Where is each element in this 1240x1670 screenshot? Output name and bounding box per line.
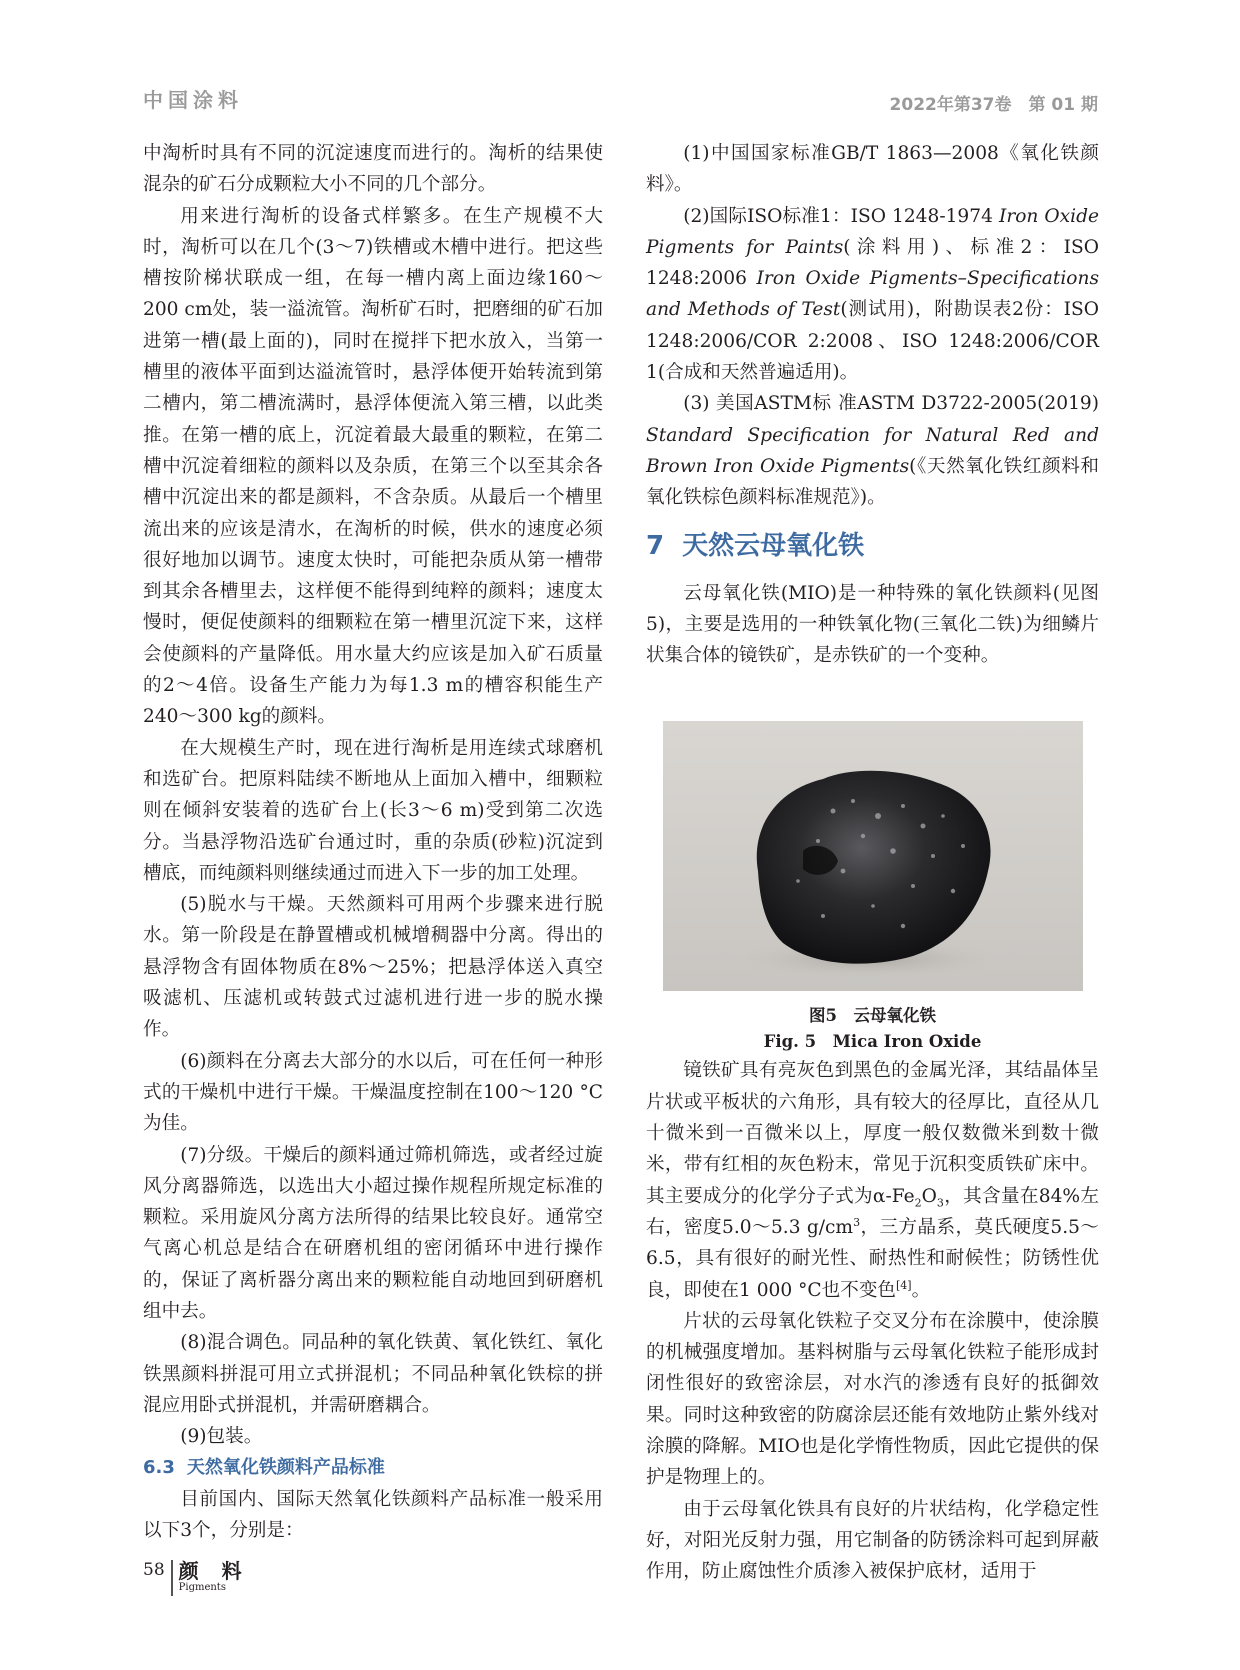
subsection-number: 6.3 [143, 1457, 175, 1479]
paragraph: 在大规模生产时，现在进行淘析是用连续式球磨机和选矿台。把原料陆续不断地从上面加入槽中，细颗粒则在倾斜安装着的选矿台上(长3～6 m)受到第二次选分。当悬浮物沿选矿台通过时，重的杂质(砂粒)沉淀到槽底，而纯颜料则继续通过而进入下一步的加工处理。 [143, 737, 603, 884]
paragraph: (6)颜料在分离去大部分的水以后，可在任何一种形式的干燥机中进行干燥。干燥温度控制在100～120 °C为佳。 [143, 1050, 603, 1135]
section-number: 7 [646, 530, 665, 561]
paragraph: 用来进行淘析的设备式样繁多。在生产规模不大时，淘析可以在几个(3～7)铁槽或木槽中进行。把这些槽按阶梯状联成一组，在每一槽内离上面边缘160～200 cm处，装一溢流管。淘析矿石时，把磨细的矿石加进第一槽(最上面的)，同时在搅拌下把水放入，当第一槽里的液体平面到达溢流管时，悬浮体便开始转流到第二槽内，第二槽流满时，悬浮体便流入第三槽，以此类推。在第一槽的底上，沉淀着最大最重的颗粒，在第二槽中沉淀着细粒的颜料以及杂质，在第三个以至其余各槽中沉淀出来的都是颜料，不含杂质。从最后一个槽里流出来的应该是清水，在淘析的时候，供水的速度必须很好地加以调节。速度太快时，可能把杂质从第一槽带到其余各槽里去，这样便不能得到纯粹的颜料；速度太慢时，便促使颜料的细颗粒在第一槽里沉淀下来，这样会使颜料的产量降低。用水量大约应该是加入矿石质量的2～4倍。设备生产能力为每1.3 m的槽容积能生产240～300 kg的颜料。 [143, 205, 603, 728]
right-column [646, 138, 1099, 1588]
footer-journal-en: Pigments [178, 1582, 226, 1593]
paragraph: 云母氧化铁(MIO)是一种特殊的氧化铁颜料(见图5)，主要是选用的一种铁氧化物(三氧化二铁)为细鳞片状集合体的镜铁矿，是赤铁矿的一个变种。 [646, 582, 1099, 667]
footer-divider [171, 1560, 173, 1596]
figure-caption-cn: 图5 云母氧化铁 [809, 1006, 936, 1026]
standard-item: (2)国际ISO标准1：ISO 1248-1974 Iron Oxide Pigments for Paints(涂料用)、标准2：ISO 1248:2006 Iron Oxide Pigments–Specifications and Methods of Test(测试用)，附勘误表2份：ISO 1248:2006/COR 2:2008、ISO 1248:2006/COR 1(合成和天然普遍适用)。 [646, 205, 1100, 384]
paragraph: 片状的云母氧化铁粒子交叉分布在涂膜中，使涂膜的机械强度增加。基料树脂与云母氧化铁粒子能形成封闭性很好的致密涂层，对水汽的渗透有良好的抵御效果。同时这种致密的防腐涂层还能有效地防止紫外线对涂膜的降解。MIO也是化学惰性物质，因此它提供的保护是物理上的。 [646, 1310, 1099, 1489]
standard-item: (3) 美国ASTM标 准ASTM D3722-2005(2019) Standard Specification for Natural Red and Brown Iron Oxide Pigments(《天然氧化铁红颜料和氧化铁棕色颜料标准规范》)。 [646, 393, 1099, 509]
mica-iron-oxide-photo [663, 721, 1083, 991]
page-footer [143, 1560, 250, 1596]
footer-journal [179, 1560, 250, 1594]
subsection-heading [143, 1452, 603, 1483]
section-heading [646, 526, 1099, 566]
figure [646, 721, 1099, 1055]
running-header-issue: 2022年第37卷 第 01 期 [889, 95, 1098, 115]
page-number: 58 [143, 1560, 165, 1580]
figure-caption-en: Fig. 5 Mica Iron Oxide [763, 1032, 982, 1052]
subsection-title: 天然氧化铁颜料产品标准 [186, 1457, 385, 1479]
paragraph: 中淘析时具有不同的沉淀速度而进行的。淘析的结果使混杂的矿石分成颗粒大小不同的几个部分。 [143, 143, 603, 196]
paragraph: (7)分级。干燥后的颜料通过筛机筛选，或者经过旋风分离器筛选，以选出大小超过操作规程所规定标准的颗粒。采用旋风分离方法所得的结果比较良好。通常空气离心机总是结合在研磨机组的密闭循环中进行操作的，保证了离析器分离出来的颗粒能自动地回到研磨机组中去。 [143, 1144, 603, 1322]
standard-item: (1)中国国家标准GB/T 1863—2008《氧化铁颜料》。 [646, 143, 1099, 196]
left-column [143, 138, 603, 1546]
footer-journal-cn: 颜 料 [178, 1559, 250, 1583]
paragraph: 目前国内、国际天然氧化铁颜料产品标准一般采用以下3个，分别是： [143, 1488, 603, 1542]
citation: [4] [896, 1278, 912, 1292]
running-header-journal: 中国涂料 [143, 88, 243, 112]
paragraph: (8)混合调色。同品种的氧化铁黄、氧化铁红、氧化铁黑颜料拼混可用立式拼混机；不同品种氧化铁棕的拼混应用卧式拼混机，并需研磨耦合。 [143, 1332, 603, 1416]
section-title: 天然云母氧化铁 [682, 530, 865, 561]
paragraph: (5)脱水与干燥。天然颜料可用两个步骤来进行脱水。第一阶段是在静置槽或机械增稠器中分离。得出的悬浮物含有固体物质在8%～25%；把悬浮体送入真空吸滤机、压滤机或转鼓式过滤机进行进一步的脱水操作。 [143, 894, 603, 1041]
paragraph: (9)包装。 [180, 1426, 263, 1448]
paragraph: 镜铁矿具有亮灰色到黑色的金属光泽，其结晶体呈片状或平板状的六角形，具有较大的径厚比，直径从几十微米到一百微米以上，厚度一般仅数微米到数十微米，带有红相的灰色粉末，常见于沉积变质铁矿床中。其主要成分的化学分子式为$\alpha-Fe_2O_3$，其含量在84%左右，密度5.0～5.3 $g/cm^3$，三方晶系，莫氏硬度5.5～6.5，具有很好的耐光性、耐热性和耐候性；防锈性优良，即使在1 000 °C也不变色[4]。 [646, 1060, 1100, 1301]
paragraph: 由于云母氧化铁具有良好的片状结构，化学稳定性好，对阳光反射力强，用它制备的防锈涂料可起到屏蔽作用，防止腐蚀性介质渗入被保护底材，适用于 [646, 1498, 1099, 1583]
